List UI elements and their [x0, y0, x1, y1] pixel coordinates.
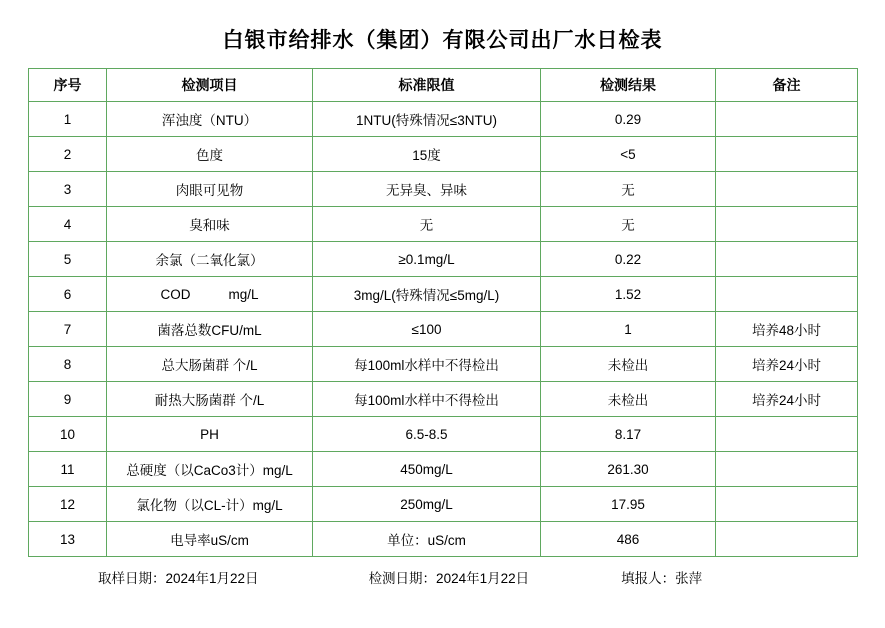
sampling-date: 取样日期：2024年1月22日 [98, 571, 259, 586]
cell-limit: 无 [313, 207, 541, 242]
cell-result: 17.95 [541, 487, 716, 522]
cell-item: 电导率uS/cm [107, 522, 313, 557]
cell-item: 总大肠菌群 个/L [107, 347, 313, 382]
cell-result: 261.30 [541, 452, 716, 487]
table-row [29, 452, 858, 487]
cell-limit: 6.5-8.5 [313, 417, 541, 452]
cell-no: 6 [29, 277, 107, 312]
cell-no: 13 [29, 522, 107, 557]
cell-note [716, 417, 858, 452]
cell-note [716, 277, 858, 312]
cell-no: 1 [29, 102, 107, 137]
page-title: 白银市给排水（集团）有限公司出厂水日检表 [222, 28, 663, 52]
cell-result: <5 [541, 137, 716, 172]
cell-note [716, 452, 858, 487]
water-quality-table [28, 68, 858, 557]
cell-result: 无 [541, 207, 716, 242]
cell-item-unit: mg/L [228, 286, 259, 302]
cell-item: 臭和味 [107, 207, 313, 242]
cell-limit: 3mg/L(特殊情况≤5mg/L) [313, 277, 541, 312]
cell-no: 10 [29, 417, 107, 452]
report-page [0, 24, 885, 628]
cell-limit: 无异臭、异味 [313, 172, 541, 207]
cell-result: 1 [541, 312, 716, 347]
table-row [29, 417, 858, 452]
cell-note [716, 242, 858, 277]
report-table-wrapper [28, 68, 857, 557]
cell-note: 培养24小时 [716, 382, 858, 417]
cell-limit: 单位：uS/cm [313, 522, 541, 557]
cell-note [716, 487, 858, 522]
cell-item: 浑浊度（NTU） [107, 102, 313, 137]
cell-note: 培养48小时 [716, 312, 858, 347]
table-header-row [29, 69, 858, 102]
cell-item: 总硬度（以CaCo3计）mg/L [107, 452, 313, 487]
cell-item: PH [107, 417, 313, 452]
reporter: 填报人：张萍 [621, 571, 703, 586]
cell-note [716, 207, 858, 242]
cell-no: 11 [29, 452, 107, 487]
column-header-note: 备注 [716, 69, 858, 102]
cell-result: 未检出 [541, 382, 716, 417]
column-header-no: 序号 [29, 69, 107, 102]
cell-limit: ≤100 [313, 312, 541, 347]
cell-note [716, 172, 858, 207]
cell-item: 肉眼可见物 [107, 172, 313, 207]
table-row [29, 277, 858, 312]
cell-item [107, 277, 313, 312]
cell-limit: 250mg/L [313, 487, 541, 522]
cell-no: 7 [29, 312, 107, 347]
cell-result: 无 [541, 172, 716, 207]
cell-result: 0.22 [541, 242, 716, 277]
cell-limit: ≥0.1mg/L [313, 242, 541, 277]
table-row [29, 382, 858, 417]
cell-note [716, 137, 858, 172]
cell-no: 3 [29, 172, 107, 207]
cell-limit: 1NTU(特殊情况≤3NTU) [313, 102, 541, 137]
table-row [29, 347, 858, 382]
cell-limit: 每100ml水样中不得检出 [313, 382, 541, 417]
cell-item-name: COD [160, 286, 191, 302]
table-row [29, 522, 858, 557]
table-row [29, 102, 858, 137]
cell-result: 0.29 [541, 102, 716, 137]
cell-no: 9 [29, 382, 107, 417]
table-row [29, 207, 858, 242]
testing-date: 检测日期：2024年1月22日 [368, 571, 530, 586]
cell-item: 余氯（二氧化氯） [107, 242, 313, 277]
cell-item: 菌落总数CFU/mL [107, 312, 313, 347]
cell-item: 氯化物（以CL-计）mg/L [107, 487, 313, 522]
cell-no: 12 [29, 487, 107, 522]
cell-note [716, 522, 858, 557]
cell-limit: 15度 [313, 137, 541, 172]
column-header-limit: 标准限值 [313, 69, 541, 102]
cell-result: 1.52 [541, 277, 716, 312]
column-header-result: 检测结果 [541, 69, 716, 102]
cell-item: 耐热大肠菌群 个/L [107, 382, 313, 417]
cell-limit: 450mg/L [313, 452, 541, 487]
table-row [29, 242, 858, 277]
cell-note [716, 102, 858, 137]
table-row [29, 312, 858, 347]
cell-item: 色度 [107, 137, 313, 172]
table-row [29, 172, 858, 207]
cell-no: 2 [29, 137, 107, 172]
cell-no: 8 [29, 347, 107, 382]
table-row [29, 487, 858, 522]
cell-note: 培养24小时 [716, 347, 858, 382]
footer [28, 567, 857, 587]
cell-no: 5 [29, 242, 107, 277]
cell-result: 8.17 [541, 417, 716, 452]
cell-result: 未检出 [541, 347, 716, 382]
cell-no: 4 [29, 207, 107, 242]
cell-limit: 每100ml水样中不得检出 [313, 347, 541, 382]
column-header-item: 检测项目 [107, 69, 313, 102]
table-row [29, 137, 858, 172]
cell-result: 486 [541, 522, 716, 557]
